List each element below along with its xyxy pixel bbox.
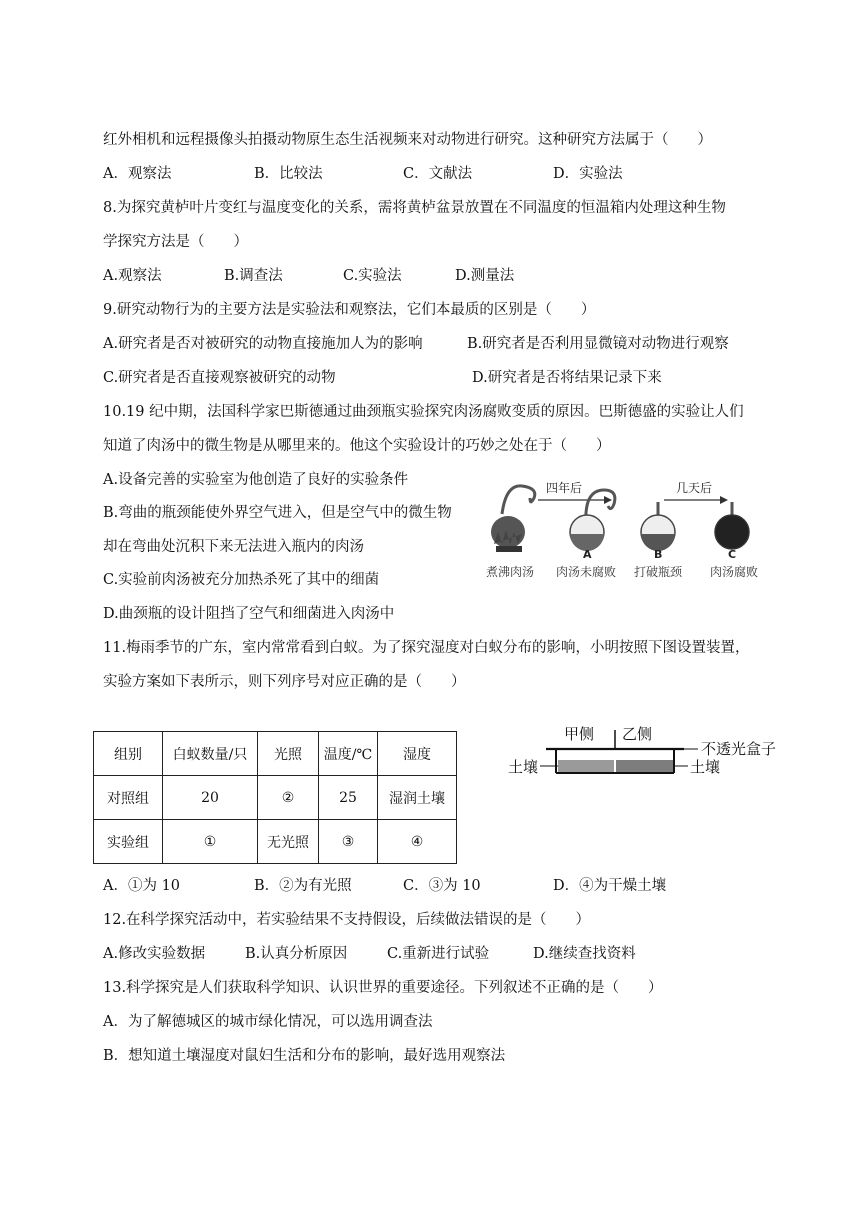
q13-option-a: A．为了解德城区的城市绿化情况，可以选用调查法	[103, 1014, 433, 1030]
arrow-label-four-years: 四年后	[546, 481, 583, 495]
table-cell: ①	[163, 820, 258, 864]
soil-right-icon	[616, 760, 673, 772]
pasteur-flask-figure	[486, 474, 770, 580]
table-cell: 对照组	[94, 776, 163, 820]
table-header: 组别	[94, 732, 163, 776]
q10-stem-line2: 知道了肉汤中的微生物是从哪里来的。他这个实验设计的巧妙之处在于（ ）	[103, 438, 611, 454]
soil-label-right: 土壤	[690, 758, 721, 776]
q12-option-b: B.认真分析原因	[245, 946, 348, 962]
table-cell: ④	[378, 820, 457, 864]
table-cell: ③	[319, 820, 378, 864]
table-cell: 25	[319, 776, 378, 820]
table-cell: 20	[163, 776, 258, 820]
table-header-row	[94, 732, 457, 776]
table-header: 湿度	[378, 732, 457, 776]
q9-option-b: B.研究者是否利用显微镜对动物进行观察	[467, 336, 729, 352]
q9-option-a: A.研究者是否对被研究的动物直接施加人为的影响	[103, 336, 423, 352]
q8-option-c: C.实验法	[343, 268, 402, 284]
q7-option-b: B．比较法	[254, 166, 323, 182]
table-row	[94, 776, 457, 820]
flask-c-icon	[715, 502, 749, 549]
soil-left-icon	[558, 760, 614, 772]
q9-option-c: C.研究者是否直接观察被研究的动物	[103, 370, 336, 386]
q11-option-c: C．③为 10	[403, 878, 481, 894]
table-header: 白蚁数量/只	[163, 732, 258, 776]
q8-option-a: A.观察法	[103, 268, 162, 284]
box-side-jia: 甲侧	[564, 725, 595, 743]
table-header: 温度/℃	[319, 732, 378, 776]
q10-option-c: C.实验前肉汤被充分加热杀死了其中的细菌	[103, 572, 380, 588]
q8-stem-line2: 学探究方法是（ ）	[103, 234, 248, 250]
q12-stem: 12.在科学探究活动中，若实验结果不支持假设，后续做法错误的是（ ）	[103, 912, 591, 928]
boiling-flask-icon	[491, 486, 535, 552]
q8-option-d: D.测量法	[455, 268, 515, 284]
q9-stem: 9.研究动物行为的主要方法是实验法和观察法，它们本最质的区别是（ ）	[103, 302, 596, 318]
q10-option-b-line1: B.弯曲的瓶颈能使外界空气进入，但是空气中的微生物	[103, 505, 452, 521]
q11-stem-line1: 11.梅雨季节的广东，室内常常看到白蚁。为了探究湿度对白蚁分布的影响，小明按照下图设置装置，	[103, 640, 750, 656]
table-cell: 无光照	[258, 820, 319, 864]
box-label: 不透光盒子	[701, 740, 777, 758]
flask-label-a: A	[583, 548, 592, 561]
q12-option-d: D.继续查找资料	[533, 946, 636, 962]
table-cell: 湿润土壤	[378, 776, 457, 820]
q10-option-d: D.曲颈瓶的设计阻挡了空气和细菌进入肉汤中	[103, 606, 395, 622]
q11-option-b: B．②为有光照	[254, 878, 352, 894]
caption-break-neck: 打破瓶颈	[634, 565, 683, 579]
flask-label-c: C	[728, 548, 737, 561]
q13-option-b: B．想知道土壤湿度对鼠妇生活和分布的影响，最好选用观察法	[103, 1048, 506, 1064]
soil-label-left: 土壤	[508, 758, 539, 776]
table-cell: 实验组	[94, 820, 163, 864]
experiment-table	[93, 731, 457, 864]
q12-option-c: C.重新进行试验	[387, 946, 490, 962]
q8-option-b: B.调查法	[224, 268, 283, 284]
table-cell: ②	[258, 776, 319, 820]
q10-option-b-line2: 却在弯曲处沉积下来无法进入瓶内的肉汤	[103, 539, 364, 555]
table-row	[94, 820, 457, 864]
table-header: 光照	[258, 732, 319, 776]
caption-not-spoiled: 肉汤未腐败	[556, 565, 617, 579]
box-side-yi: 乙侧	[622, 725, 653, 743]
q11-stem-line2: 实验方案如下表所示，则下列序号对应正确的是（ ）	[103, 674, 466, 690]
caption-spoiled: 肉汤腐败	[710, 565, 759, 579]
q11-option-a: A．①为 10	[103, 878, 181, 894]
q9-option-d: D.研究者是否将结果记录下来	[472, 370, 662, 386]
q10-stem-line1: 10.19 纪中期，法国科学家巴斯德通过曲颈瓶实验探究肉汤腐败变质的原因。巴斯德盛的实验让人们	[103, 404, 744, 420]
flask-label-b: B	[654, 548, 663, 561]
q7-option-a: A．观察法	[103, 166, 172, 182]
termite-box-figure	[508, 722, 800, 788]
q12-option-a: A.修改实验数据	[103, 946, 206, 962]
caption-boiling: 煮沸肉汤	[486, 565, 535, 579]
q8-stem-line1: 8.为探究黄栌叶片变红与温度变化的关系，需将黄栌盆景放置在不同温度的恒温箱内处理这种生物	[103, 200, 726, 216]
q11-option-d: D．④为干燥土壤	[553, 878, 667, 894]
q13-stem: 13.科学探究是人们获取科学知识、认识世界的重要途径。下列叙述不正确的是（ ）	[103, 980, 663, 996]
q7-stem-tail: 红外相机和远程摄像头拍摄动物原生态生活视频来对动物进行研究。这种研究方法属于（ ）	[103, 132, 712, 148]
arrow-label-days: 几天后	[676, 481, 713, 495]
q7-option-d: D．实验法	[553, 166, 623, 182]
q7-option-c: C．文献法	[403, 166, 473, 182]
flask-b-icon	[641, 502, 675, 551]
q10-option-a: A.设备完善的实验室为他创造了良好的实验条件	[103, 472, 409, 488]
